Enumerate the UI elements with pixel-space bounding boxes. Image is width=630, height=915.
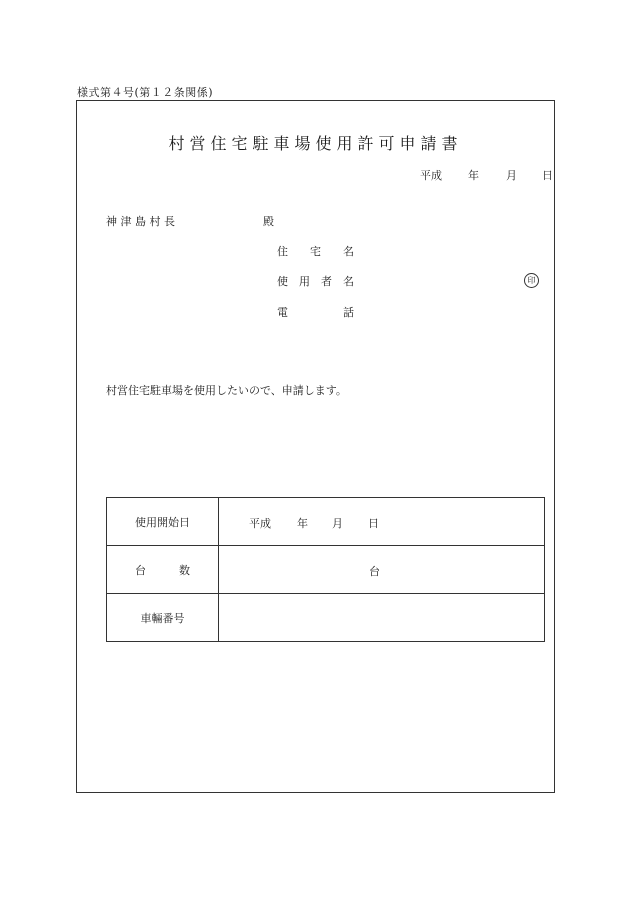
count-unit: 台 [369,565,380,578]
date-era: 平成 [420,169,442,182]
details-table [106,497,545,642]
start-date-month: 月 [332,517,343,530]
user-name-label: 使 用 者 名 [277,275,354,288]
vehicle-number-label: 車輛番号 [107,594,219,642]
start-date-day: 日 [368,517,379,530]
form-number: 様式第４号(第１２条関係) [77,86,214,99]
vehicle-number-cell[interactable] [219,594,545,642]
phone-label: 電 話 [277,306,354,319]
application-form [76,100,555,793]
form-title: 村営住宅駐車場使用許可申請書 [168,134,463,153]
table-row [107,594,545,642]
table-row [107,498,545,546]
start-date-year: 年 [297,517,308,530]
start-date-label: 使用開始日 [107,498,219,546]
count-label: 台 数 [107,546,219,594]
date-month: 月 [506,169,517,182]
date-day: 日 [542,169,553,182]
seal-mark: 印 [524,273,539,288]
count-cell[interactable] [219,546,545,594]
date-year: 年 [468,169,479,182]
application-statement: 村営住宅駐車場を使用したいので、申請します。 [106,384,347,397]
addressee-honorific: 殿 [263,215,274,228]
table-row [107,546,545,594]
housing-name-label: 住 宅 名 [277,245,354,258]
start-date-era: 平成 [249,517,271,530]
addressee-name: 神 津 島 村 長 [106,215,175,228]
start-date-cell[interactable] [219,498,545,546]
addressee [106,213,274,229]
